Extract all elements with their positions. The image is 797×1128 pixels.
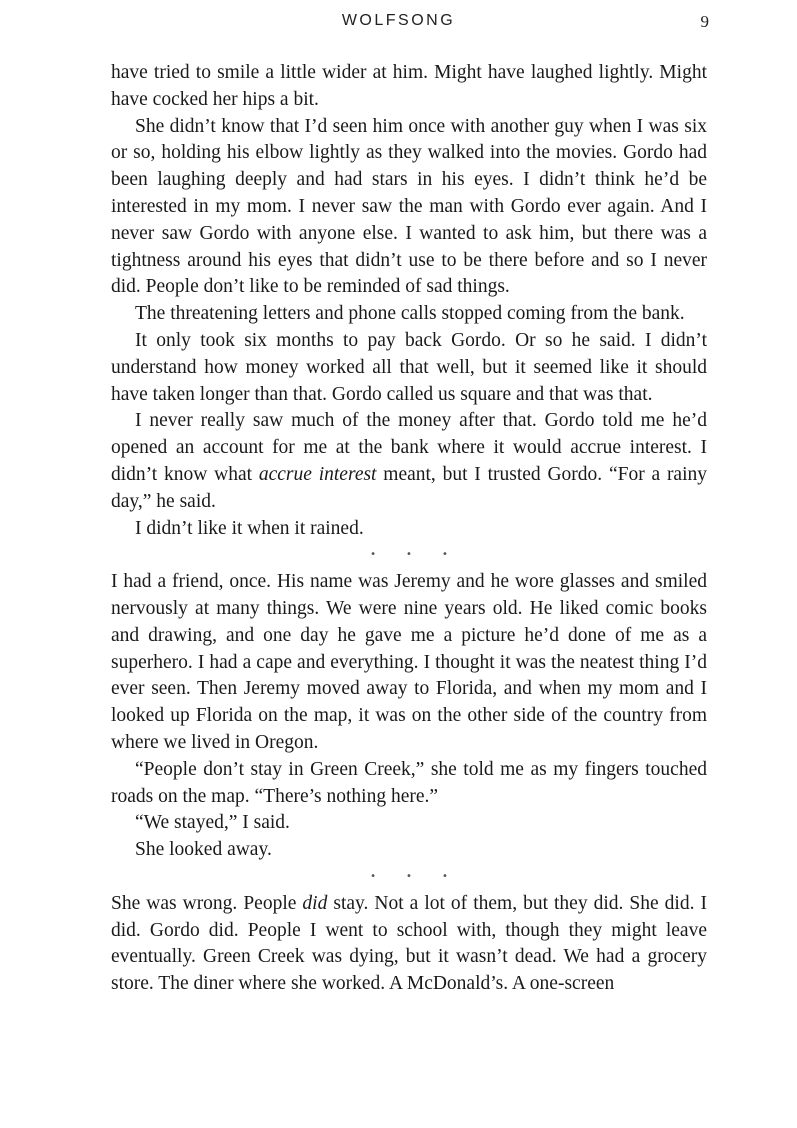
paragraph-5-emphasis: accrue interest xyxy=(258,463,377,485)
paragraph-3: The threatening letters and phone calls stopped coming from the bank. xyxy=(135,303,685,325)
section-break-1 xyxy=(111,542,707,569)
paragraph-11-emphasis: did xyxy=(302,892,328,914)
paragraph-4: It only took six months to pay back Gordo. Or so he said. I didn’t understand how money worked all that well, but it seemed like it should have taken longer than that. Gordo called us square and that was that. xyxy=(111,329,707,405)
paragraph-11-text-a: She was wrong. People xyxy=(111,892,303,914)
running-head xyxy=(0,12,797,38)
separator-dot: • xyxy=(406,870,412,882)
page-body xyxy=(111,60,707,998)
separator-dot: • xyxy=(406,549,412,561)
page-number: 9 xyxy=(700,12,709,31)
paragraph-8: “People don’t stay in Green Creek,” she told me as my fingers touched roads on the map. “There’s nothing here.” xyxy=(111,758,707,807)
section-break-2 xyxy=(111,864,707,891)
paragraph-5 xyxy=(111,408,707,515)
separator-dot: • xyxy=(441,870,448,882)
paragraph-2: She didn’t know that I’d seen him once with another guy when I was six or so, holding his elbow lightly as they walked into the movies. Gordo had been laughing deeply and had stars in his eyes. I didn’t think he’d be interested in my mom. I never saw the man with Gordo ever again. And I never saw Gordo with anyone else. I wanted to ask him, but there was a tightness around his eyes that didn’t use to be there before and so I never did. People don’t like to be reminded of sad things. xyxy=(111,115,707,298)
paragraph-6: I didn’t like it when it rained. xyxy=(135,517,364,539)
paragraph-9: “We stayed,” I said. xyxy=(135,812,290,834)
paragraph-1: have tried to smile a little wider at him. Might have laughed lightly. Might have cocked her hips a bit. xyxy=(111,62,707,110)
separator-dot: • xyxy=(370,549,377,561)
paragraph-10: She looked away. xyxy=(135,839,272,861)
separator-dot: • xyxy=(370,870,377,882)
paragraph-5-text-a: I never really saw much of the money after that. Gordo told me he’d opened an account for me at the bank where it would accrue interest. I didn’t know what xyxy=(111,410,707,485)
separator-dot: • xyxy=(441,549,448,561)
paragraph-11 xyxy=(111,891,707,998)
book-title: WOLFSONG xyxy=(341,12,456,29)
paragraph-5-text-b: meant, but I trusted Gordo. “For a rainy day,” he said. xyxy=(111,463,708,512)
paragraph-7: I had a friend, once. His name was Jeremy and he wore glasses and smiled nervously at many things. We were nine years old. He liked comic books and drawing, and one day he gave me a picture he’d done of me as a superhero. I had a cape and everything. I thought it was the neatest thing I’d ever seen. Then Jeremy moved away to Florida, and when my mom and I looked up Florida on the map, it was on the other side of the country from where we lived in Oregon. xyxy=(111,571,707,753)
paragraph-11-text-b: stay. Not a lot of them, but they did. She did. I did. Gordo did. People I went to school with, though they might leave eventually. Green Creek was dying, but it wasn’t dead. We had a grocery store. The diner where she worked. A McDonald’s. A one-screen xyxy=(111,892,707,995)
